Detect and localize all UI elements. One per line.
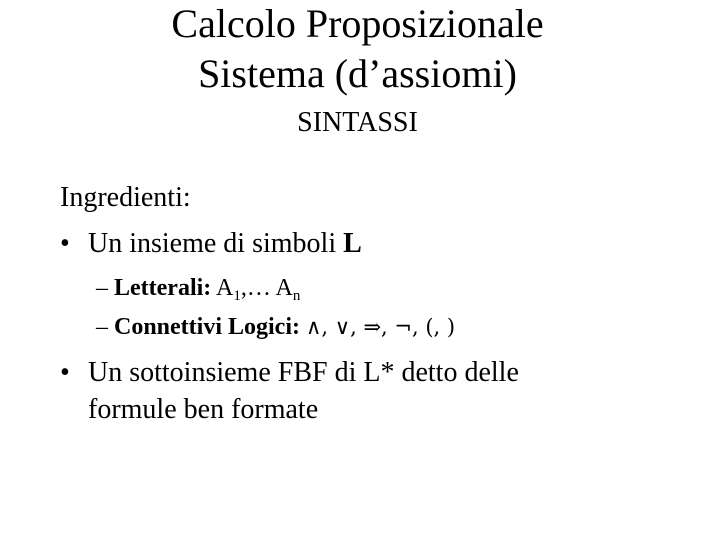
bullet-1-plain: Un insieme di simboli xyxy=(88,228,344,259)
slide-subtitle: SINTASSI xyxy=(297,107,418,138)
bullet-2-line-2: formule ben formate xyxy=(88,394,319,425)
literal-last-index: n xyxy=(292,288,301,304)
bullet-1-text xyxy=(88,229,362,259)
literal-last: A xyxy=(275,275,293,301)
literal-separator: ,… xyxy=(240,275,276,301)
intro-heading: Ingredienti: xyxy=(60,182,191,213)
bullet-2-line-1: Un sottoinsieme FBF di L* detto delle xyxy=(88,357,519,388)
bullet-1-bold-symbol: L xyxy=(343,228,362,259)
subitem-label: Connettivi Logici: xyxy=(114,314,300,340)
slide-title-line-2: Sistema (d’assiomi) xyxy=(198,51,517,96)
subitem-connettivi xyxy=(96,313,455,341)
literal-first-index: 1 xyxy=(233,288,241,304)
subitem-letterali xyxy=(96,274,300,310)
literal-first: A xyxy=(215,275,234,301)
slide-title-line-1: Calcolo Proposizionale xyxy=(171,1,544,46)
dash-marker: – xyxy=(96,275,108,301)
connective-symbols: ∧, ∨, ⇒, ¬, (, ) xyxy=(306,315,456,339)
subitem-label: Letterali: xyxy=(114,275,212,301)
bullet-marker: • xyxy=(60,357,70,388)
bullet-marker: • xyxy=(60,228,70,259)
dash-marker: – xyxy=(96,314,108,340)
